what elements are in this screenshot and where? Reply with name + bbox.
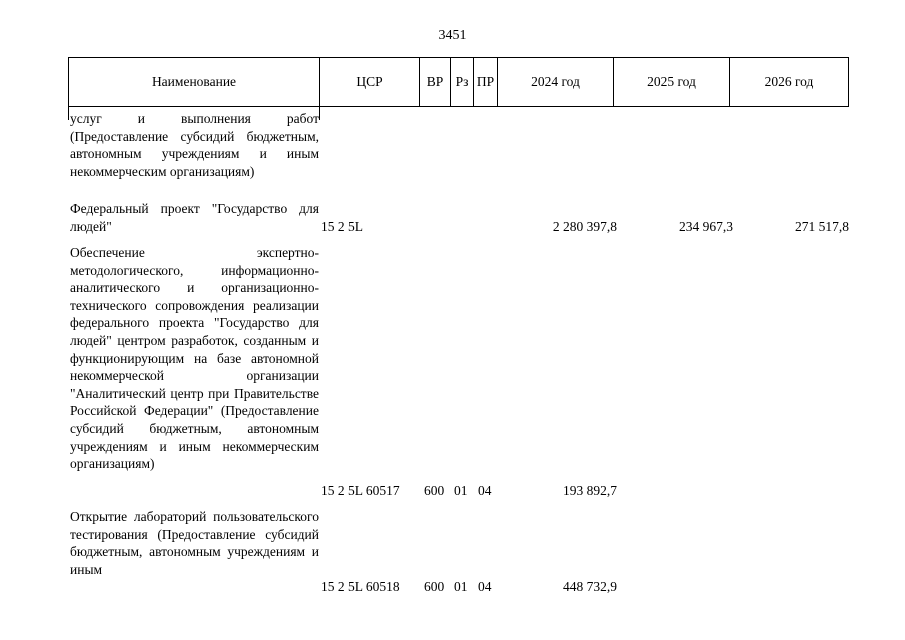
page-number: 3451 bbox=[438, 28, 467, 43]
row-name: услуг и выполнения работ (Предоставление субсидий бюджетным, автономным учреждениям и иным некоммерческим организациям) bbox=[70, 111, 319, 179]
column-header-name: Наименование bbox=[69, 58, 320, 106]
column-header-rz: Рз bbox=[451, 58, 474, 106]
column-header-2024: 2024 год bbox=[498, 58, 614, 106]
column-header-2025: 2025 год bbox=[614, 58, 730, 106]
row-2024: 2 280 397,8 bbox=[552, 218, 617, 234]
row-csr: 15 2 5L bbox=[321, 218, 363, 234]
row-csr: 15 2 5L 60517 bbox=[321, 482, 400, 498]
row-vr: 600 bbox=[424, 482, 445, 498]
table-border-left bbox=[68, 107, 69, 120]
row-2026: 271 517,8 bbox=[795, 218, 849, 234]
row-2025: 234 967,3 bbox=[679, 218, 733, 234]
table-header bbox=[68, 57, 849, 107]
row-name: Обеспечение экспертно-методологического, информационно-аналитического и организационно-технического сопровождения реализации федерального проекта "Государство для людей" центром разработок, созданным и функционирующим на базе автономной некоммерческой организации "Аналитический центр при Правительстве Российской Федерации" (Предоставление субсидий бюджетным, автономным учреждениям и иным некоммерческим организациям) bbox=[70, 245, 319, 472]
row-rz: 01 bbox=[454, 482, 468, 498]
row-name: Открытие лабораторий пользовательского тестирования (Предоставление субсидий бюджетным, автономным учреждениям и иным bbox=[70, 509, 319, 577]
column-header-pr: ПР bbox=[474, 58, 498, 106]
row-csr: 15 2 5L 60518 bbox=[321, 579, 400, 595]
row-name: Федеральный проект "Государство для людей" bbox=[70, 201, 319, 234]
table-border-name bbox=[319, 107, 320, 120]
row-pr: 04 bbox=[478, 579, 492, 595]
row-2024: 193 892,7 bbox=[563, 482, 617, 498]
column-header-vr: ВР bbox=[420, 58, 451, 106]
row-rz: 01 bbox=[454, 579, 468, 595]
column-header-csr: ЦСР bbox=[320, 58, 420, 106]
row-2024: 448 732,9 bbox=[563, 579, 617, 595]
column-header-2026: 2026 год bbox=[764, 74, 814, 89]
row-vr: 600 bbox=[424, 579, 445, 595]
row-pr: 04 bbox=[478, 482, 492, 498]
